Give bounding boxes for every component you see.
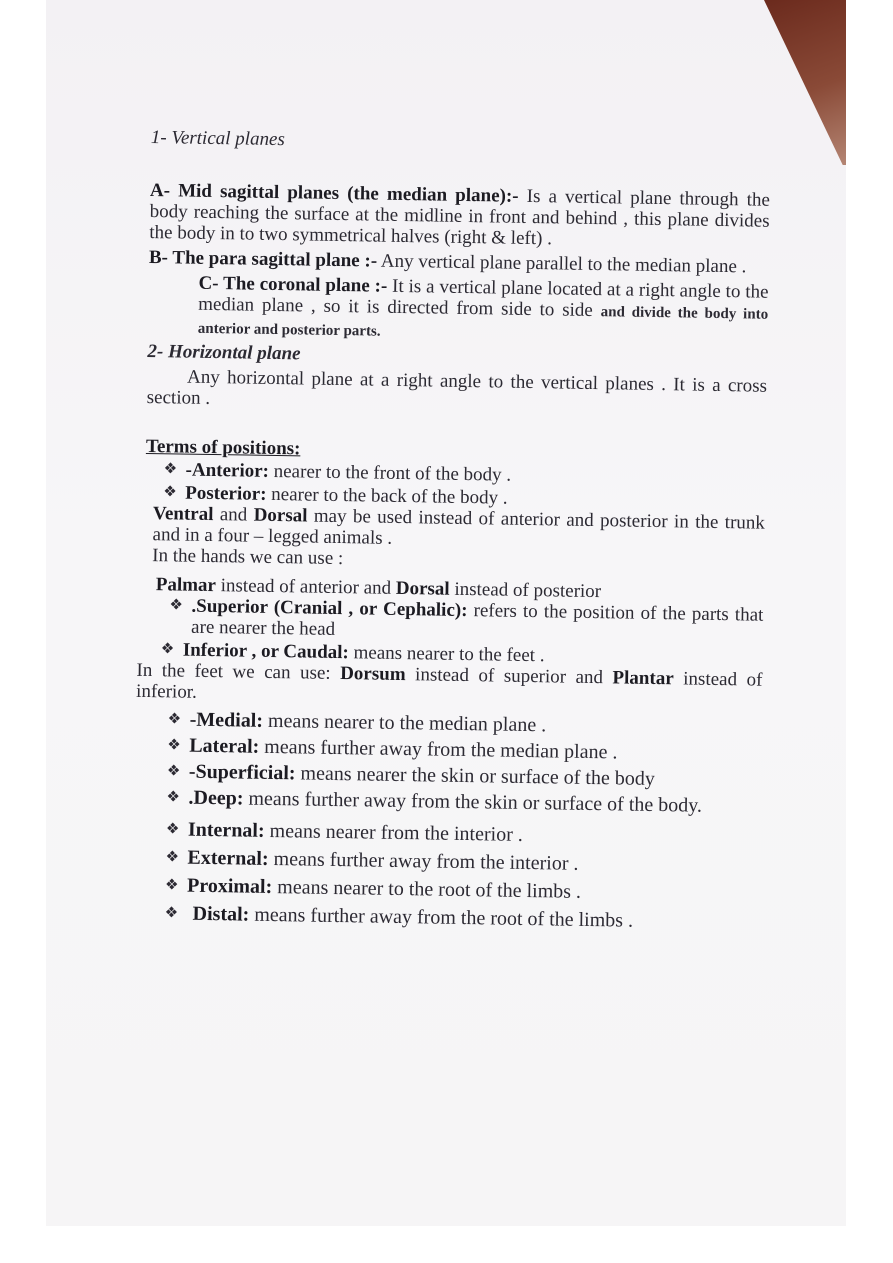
scanned-page (46, 0, 846, 1226)
ventral-word: Ventral (152, 503, 214, 526)
dorsal-word: Dorsal (253, 504, 308, 527)
bullet-icon: ❖ (166, 789, 181, 806)
document-body (135, 127, 771, 934)
table-edge-background (764, 0, 846, 165)
palmar-dorsal-word: Dorsal (395, 577, 450, 600)
palmar-mid: instead of anterior and (215, 575, 397, 599)
deep-text: means further away from the skin or surface of the body. (243, 787, 703, 817)
posterior-term: Posterior: (185, 482, 267, 505)
inferior-text: means nearer to the feet . (348, 642, 545, 667)
ventral-and: and (213, 504, 254, 526)
bullet-icon: ❖ (166, 763, 181, 780)
dorsum-word: Dorsum (340, 663, 406, 686)
term-external (139, 846, 759, 878)
lateral-text: means further away from the median plane . (259, 735, 618, 764)
superficial-term: -Superficial: (188, 760, 296, 785)
ventral-dorsal-text: may be used instead of anterior and posterior in the trunk and in a four – legged animals . (152, 505, 766, 549)
bullet-icon: ❖ (164, 905, 179, 922)
mid-sagittal-paragraph (149, 180, 770, 253)
coronal-paragraph (148, 272, 769, 349)
plantar-word: Plantar (612, 667, 674, 690)
proximal-text: means nearer to the root of the limbs . (272, 875, 582, 903)
superior-term: .Superior (Cranial , or Cephalic): (191, 595, 468, 622)
horizontal-plane-paragraph: Any horizontal plane at a right angle to the vertical planes . It is a cross section . (146, 366, 768, 409)
deep-term: .Deep: (188, 786, 244, 810)
bullet-icon: ❖ (164, 877, 179, 894)
term-distal (138, 902, 758, 934)
palmar-end: instead of posterior (449, 578, 602, 603)
superior-text: refers to the position of the parts that are nearer the head (190, 600, 764, 640)
bullet-icon: ❖ (165, 849, 180, 866)
coronal-term: C- The coronal plane :- (198, 272, 388, 297)
section-vertical-planes-heading: 1- Vertical planes (150, 127, 286, 151)
external-term: External: (187, 846, 269, 870)
coronal-text: It is a vertical plane located at a right angle to the median plane , so it is directed from side to side (198, 275, 769, 322)
distal-text: means further away from the root of the limbs . (249, 903, 634, 932)
inferior-term: Inferior , or Caudal: (182, 639, 350, 664)
term-proximal (139, 874, 759, 906)
feet-end: instead of inferior. (135, 668, 763, 703)
external-text: means further away from the interior . (268, 847, 579, 875)
coronal-bold-text: and divide the body into anterior and posterior parts. (197, 304, 769, 340)
medial-term: -Medial: (189, 708, 264, 732)
internal-term: Internal: (187, 818, 265, 842)
bullet-icon: ❖ (169, 597, 184, 614)
lateral-term: Lateral: (189, 734, 260, 758)
bullet-icon: ❖ (167, 711, 182, 728)
palmar-word: Palmar (155, 574, 217, 597)
distal-term: Distal: (192, 902, 250, 926)
terms-of-positions-heading: Terms of positions: (145, 435, 301, 460)
proximal-term: Proximal: (186, 874, 273, 898)
mid-sagittal-term: A- Mid sagittal planes (the median plane):- (149, 179, 519, 207)
bullet-icon: ❖ (163, 484, 177, 501)
medial-text: means nearer to the median plane . (262, 709, 547, 737)
mid-sagittal-text: Is a vertical plane through the body reaching the surface at the midline in front and behind , this plane divides the body in to two symmetrical halves (right & left) . (149, 185, 771, 250)
anterior-term: -Anterior: (185, 459, 270, 482)
bullet-icon: ❖ (165, 821, 180, 838)
feet-mid: instead of superior and (405, 664, 613, 689)
posterior-text: nearer to the back of the body . (266, 483, 508, 509)
internal-text: means nearer from the interior . (264, 819, 524, 846)
section-horizontal-plane-heading: 2- Horizontal plane (147, 340, 301, 365)
para-sagittal-text: Any vertical plane parallel to the median plane . (376, 250, 747, 278)
term-superior (143, 595, 764, 647)
bullet-icon: ❖ (160, 641, 175, 658)
bullet-icon: ❖ (167, 737, 181, 754)
bullet-icon: ❖ (163, 461, 178, 478)
para-sagittal-term: B- The para sagittal plane :- (148, 246, 378, 272)
hands-paragraph: In the hands we can use : (152, 545, 344, 570)
term-internal (140, 818, 760, 850)
superficial-text: means nearer the skin or surface of the body (295, 762, 655, 790)
feet-start: In the feet we can use: (136, 659, 341, 685)
term-deep (140, 786, 760, 818)
anterior-text: nearer to the front of the body . (268, 460, 512, 486)
